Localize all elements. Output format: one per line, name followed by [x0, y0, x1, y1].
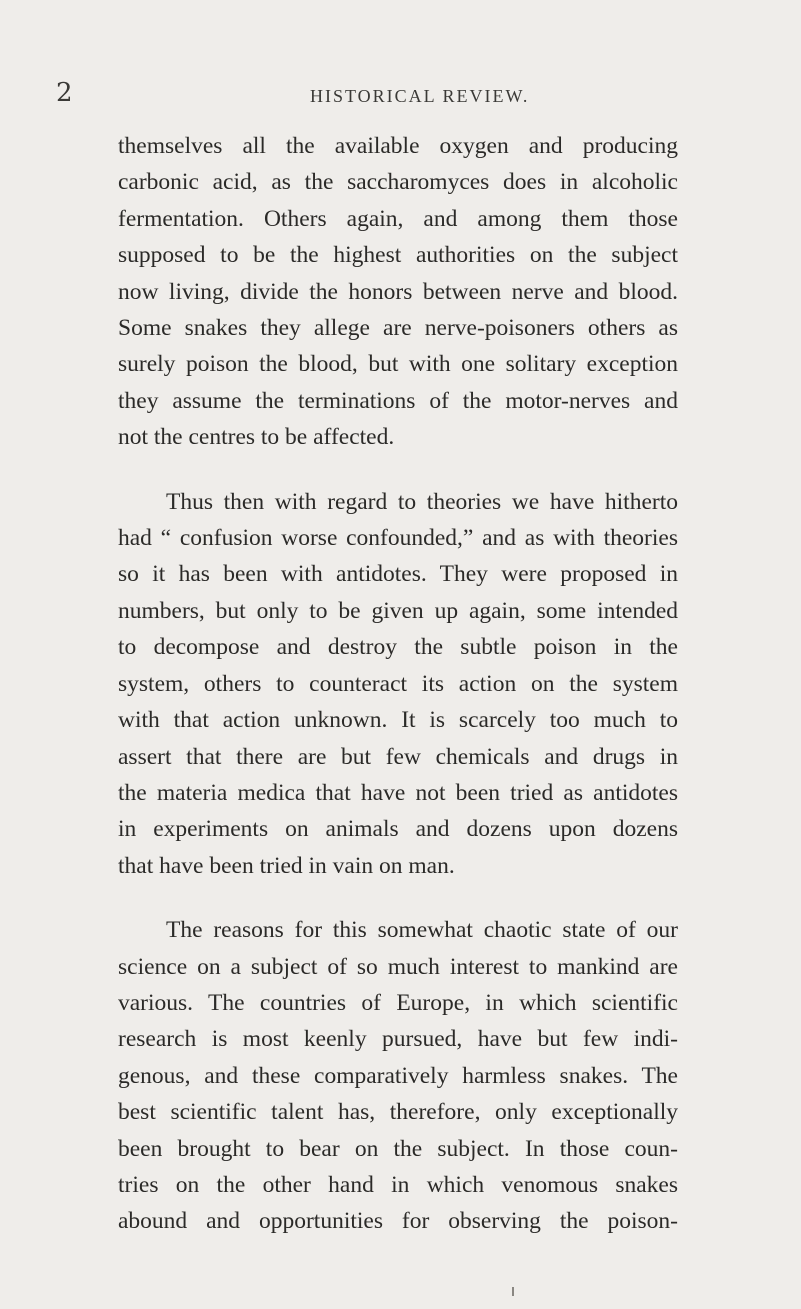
text-line: The reasons for this somewhat chaotic state of our — [166, 917, 678, 944]
text-line: so it has been with antidotes. They were proposed in — [118, 561, 678, 588]
text-line: system, others to counteract its action on the system — [118, 670, 678, 697]
text-line: the materia medica that have not been tried as antidotes — [118, 779, 678, 806]
text-line: Some snakes they allege are nerve-poisoners others as — [118, 315, 678, 342]
text-line: surely poison the blood, but with one solitary exception — [118, 351, 678, 378]
text-line: various. The countries of Europe, in which scientific — [118, 989, 678, 1016]
text-line: numbers, but only to be given up again, some intended — [118, 597, 678, 624]
text-line: tries on the other hand in which venomous snakes — [118, 1171, 678, 1198]
paragraph-gap — [118, 456, 678, 484]
text-line: carbonic acid, as the saccharomyces does in alcoholic — [118, 169, 678, 196]
text-line: science on a subject of so much interest to mankind are — [118, 953, 678, 980]
text-line: in experiments on animals and dozens upon dozens — [118, 816, 678, 843]
paragraph — [118, 484, 678, 884]
text-line: they assume the terminations of the motor-nerves and — [118, 387, 678, 414]
text-line: that have been tried in vain on man. — [118, 852, 455, 879]
text-line: been brought to bear on the subject. In those coun- — [118, 1135, 678, 1162]
text-line: genous, and these comparatively harmless snakes. The — [118, 1062, 678, 1089]
text-line: abound and opportunities for observing the poison- — [118, 1208, 678, 1235]
text-line: supposed to be the highest authorities on the subject — [118, 242, 678, 269]
text-line: themselves all the available oxygen and producing — [118, 133, 678, 159]
text-line: to decompose and destroy the subtle poison in the — [118, 634, 678, 661]
text-line: assert that there are but few chemicals and drugs in — [118, 743, 678, 770]
body-text — [118, 128, 678, 1240]
text-line: best scientific talent has, therefore, only exceptionally — [118, 1099, 678, 1126]
text-line: fermentation. Others again, and among them those — [118, 205, 678, 232]
text-line: not the centres to be affected. — [118, 424, 395, 451]
page-speck — [512, 1287, 514, 1296]
paragraph-gap — [118, 884, 678, 912]
text-line: now living, divide the honors between nerve and blood. — [118, 278, 678, 305]
running-header: HISTORICAL REVIEW. — [310, 86, 530, 106]
text-line: had “ confusion worse confounded,” and as with theories — [118, 525, 678, 552]
text-line: Thus then with regard to theories we have hitherto — [166, 488, 678, 515]
text-line: with that action unknown. It is scarcely too much to — [118, 707, 678, 734]
text-line: research is most keenly pursued, have but few indi- — [118, 1026, 678, 1053]
page-number: 2 — [56, 78, 73, 108]
paragraph — [118, 128, 678, 456]
paragraph — [118, 912, 678, 1240]
